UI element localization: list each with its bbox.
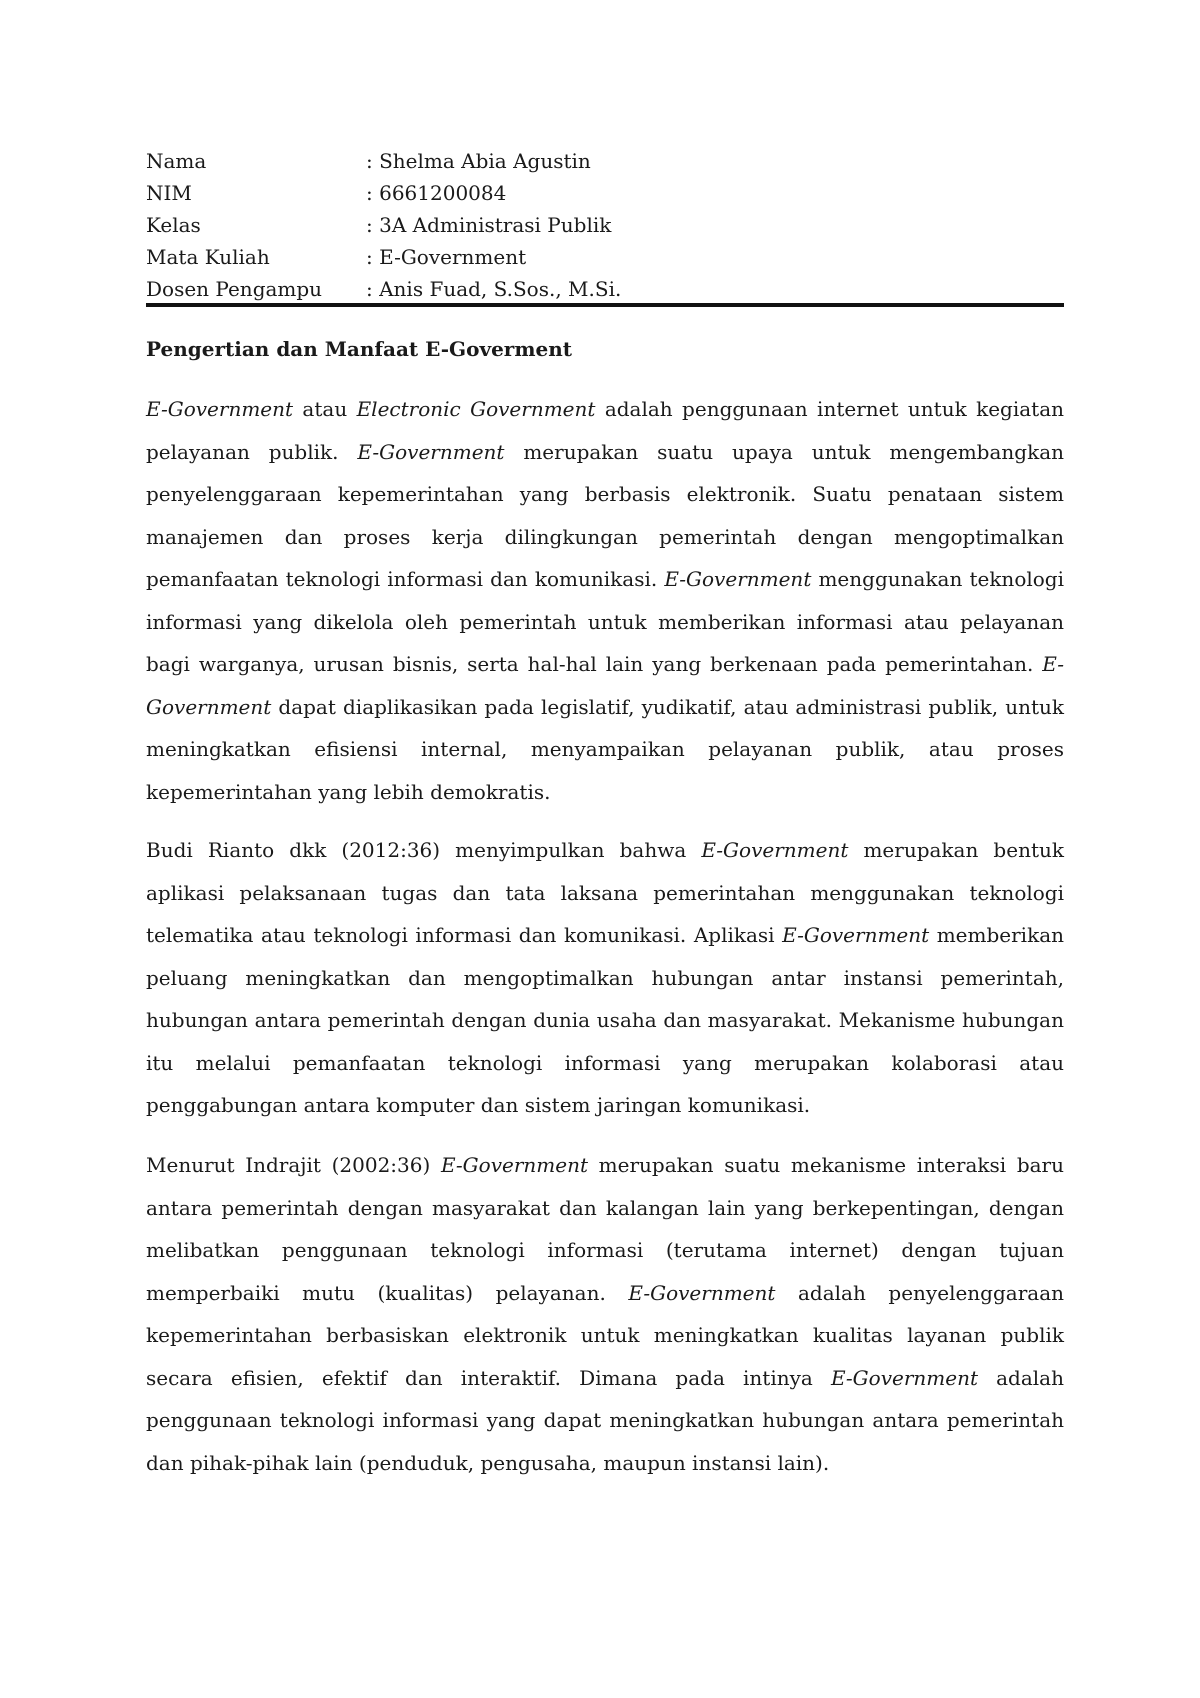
paragraph-text: menggunakan teknologi informasi yang dikelola oleh pemerintah untuk memberikan informasi atau pelayanan bagi warganya, urusan bisnis, serta hal-hal lain yang berkenaan pada pemerintahan. bbox=[146, 567, 1064, 676]
info-label: Kelas bbox=[146, 213, 201, 237]
paragraph-text: adalah penggunaan internet untuk kegiatan pelayanan publik. bbox=[146, 397, 1065, 464]
paragraph-text: atau bbox=[293, 397, 357, 421]
paragraph-text: merupakan suatu upaya untuk mengembangkan penyelenggaraan kepemerintahan yang berbasis elektronik. Suatu penataan sistem manajemen dan proses kerja dilingkungan pemerintah dengan mengoptimalkan pemanfaatan teknologi informasi dan komunikasi. bbox=[146, 439, 1065, 591]
body-paragraph bbox=[146, 829, 1064, 1127]
italic-term: E-Government bbox=[357, 439, 505, 464]
info-value: : E-Government bbox=[366, 245, 527, 269]
info-label: Nama bbox=[146, 149, 207, 173]
italic-term: E-Government bbox=[701, 838, 849, 862]
info-label: NIM bbox=[146, 181, 192, 205]
info-row-nim bbox=[146, 177, 1064, 209]
section-title: Pengertian dan Manfaat E-Goverment bbox=[146, 337, 573, 361]
italic-term: E-Government bbox=[146, 397, 294, 421]
paragraph-text: memberikan peluang meningkatkan dan mengoptimalkan hubungan antar instansi pemerintah, hubungan antara pemerintah dengan dunia usaha dan masyarakat. Mekanisme hubungan itu melalui pemanfaatan teknologi informasi yang merupakan kolaborasi atau penggabungan antara komputer dan sistem jaringan komunikasi. bbox=[146, 923, 1064, 1117]
paragraph-text: dapat diaplikasikan pada legislatif, yudikatif, atau administrasi publik, untuk meningkatkan efisiensi internal, menyampaikan pelayanan publik, atau proses kepemerintahan yang lebih demokratis. bbox=[146, 694, 1064, 804]
body-paragraph bbox=[146, 1144, 1064, 1484]
info-label: Mata Kuliah bbox=[146, 245, 270, 269]
body-paragraph bbox=[146, 388, 1064, 813]
italic-term: E-Government bbox=[782, 923, 930, 947]
info-value: : Anis Fuad, S.Sos., M.Si. bbox=[366, 277, 622, 301]
italic-term: Electronic Government bbox=[356, 397, 596, 421]
info-value: : Shelma Abia Agustin bbox=[366, 149, 591, 173]
info-row-kelas bbox=[146, 209, 1064, 241]
italic-term: E-Government bbox=[628, 1280, 776, 1305]
info-label: Dosen Pengampu bbox=[146, 277, 323, 301]
info-row-dosen-pengampu bbox=[146, 273, 1064, 305]
paragraph-text: adalah penyelenggaraan kepemerintahan berbasiskan elektronik untuk meningkatkan kualitas layanan publik secara efisien, efektif dan interaktif. Dimana pada intinya bbox=[146, 1280, 1064, 1390]
info-value: : 3A Administrasi Publik bbox=[366, 213, 612, 237]
info-value: : 6661200084 bbox=[366, 181, 507, 205]
italic-term: E-Government bbox=[664, 567, 812, 591]
paragraph-text: Menurut Indrajit (2002:36) bbox=[146, 1153, 441, 1177]
italic-term: E-Government bbox=[830, 1365, 978, 1390]
paragraph-text: adalah penggunaan teknologi informasi yang dapat meningkatkan hubungan antara pemerintah dan pihak-pihak lain (penduduk, pengusaha, maupun instansi lain). bbox=[146, 1365, 1064, 1475]
italic-term: E-Government bbox=[146, 652, 1064, 719]
header-divider bbox=[146, 303, 1064, 307]
paragraph-text: merupakan suatu mekanisme interaksi baru antara pemerintah dengan masyarakat dan kalangan lain yang berkepentingan, dengan melibatkan penggunaan teknologi informasi (terutama internet) dengan tujuan memperbaiki mutu (kualitas) pelayanan. bbox=[146, 1153, 1064, 1305]
italic-term: E-Government bbox=[440, 1153, 588, 1177]
paragraph-text: Budi Rianto dkk (2012:36) menyimpulkan bahwa bbox=[146, 838, 702, 862]
info-row-mata-kuliah bbox=[146, 241, 1064, 273]
student-info-header bbox=[146, 145, 1064, 305]
paragraph-text: merupakan bentuk aplikasi pelaksanaan tugas dan tata laksana pemerintahan menggunakan teknologi telematika atau teknologi informasi dan komunikasi. Aplikasi bbox=[146, 838, 1064, 947]
info-row-nama bbox=[146, 145, 1064, 177]
